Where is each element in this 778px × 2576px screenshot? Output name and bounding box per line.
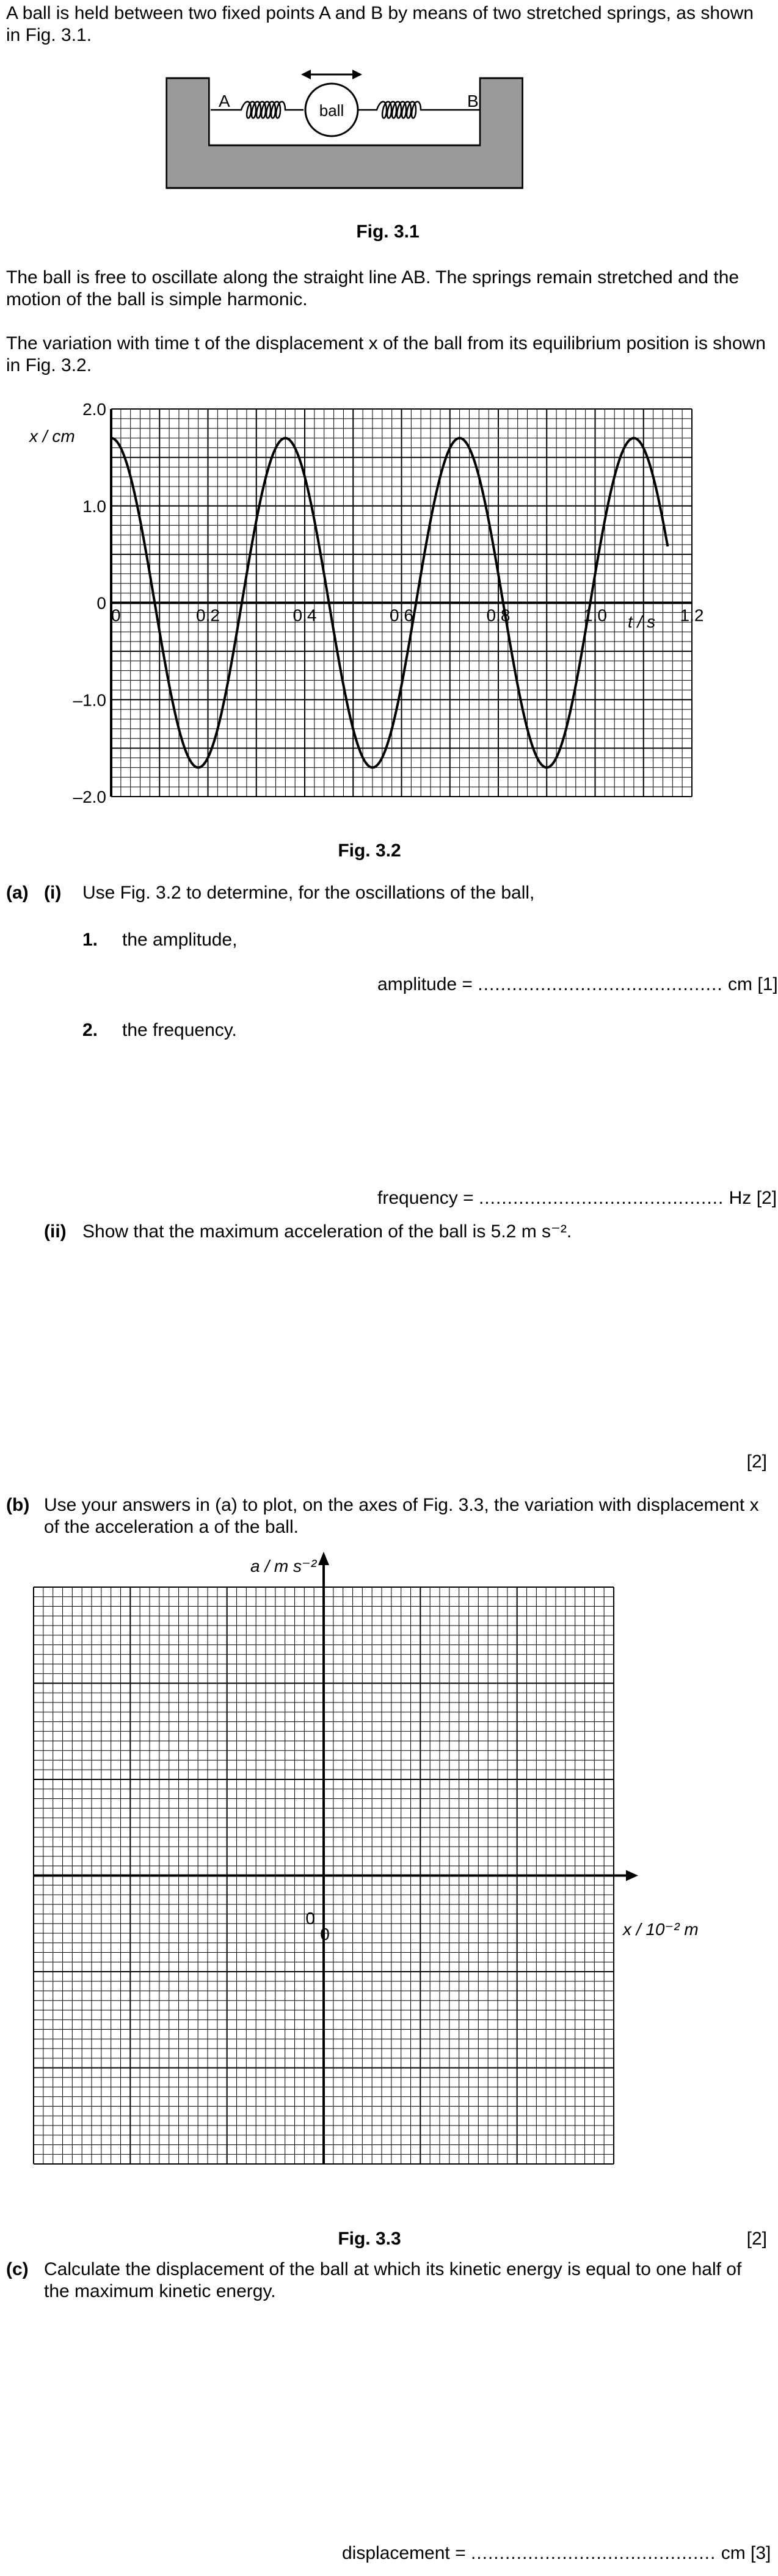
- amplitude-label: amplitude =: [377, 974, 478, 994]
- x-tick-label: 0: [111, 606, 121, 625]
- fig-3-3-caption: Fig. 3.3: [338, 2229, 401, 2249]
- displacement-answer-line[interactable]: [342, 2542, 771, 2564]
- question-a-i-text: Use Fig. 3.2 to determine, for the oscillations of the ball,: [82, 883, 535, 903]
- x-axis-label: t / s: [628, 612, 656, 631]
- frequency-dots: ...........................................: [478, 1188, 724, 1208]
- frequency-label: frequency =: [377, 1188, 479, 1208]
- ball-label: ball: [319, 101, 344, 120]
- question-c-label: (c): [6, 2259, 29, 2279]
- fig-3-2-chart: [0, 391, 776, 818]
- y-tick-label: 1.0: [82, 496, 106, 516]
- x-tick-label: 0.2: [196, 606, 220, 625]
- fig-3-2-caption: Fig. 3.2: [338, 841, 401, 861]
- question-b-text: Use your answers in (a) to plot, on the axes of Fig. 3.3, the variation with displacement x of the acceleration a of the ball.: [44, 1495, 759, 1537]
- arrow-up-icon: [318, 1552, 329, 1565]
- displacement-axis-label: x / 10⁻² m: [623, 1920, 699, 1939]
- item-1-number: 1.: [82, 930, 98, 950]
- question-b-label: (b): [6, 1495, 30, 1515]
- y-tick-label: –2.0: [73, 787, 106, 806]
- x-tick-label: 0.4: [293, 606, 317, 625]
- fig-3-1-caption: Fig. 3.1: [356, 222, 420, 242]
- x-tick-label: 0.8: [486, 606, 511, 625]
- y-axis-label: x / cm: [29, 427, 75, 446]
- y-tick-label: 2.0: [82, 400, 106, 419]
- item-2-text: the frequency.: [122, 1020, 237, 1040]
- frequency-unit: Hz: [724, 1188, 752, 1208]
- paragraph-2: The ball is free to oscillate along the straight line AB. The springs remain stretched and the motion of the ball is simple harmonic.: [6, 267, 740, 309]
- question-a-label: (a): [6, 883, 29, 903]
- question-a-i-label: (i): [44, 883, 62, 903]
- item-2-number: 2.: [82, 1020, 98, 1040]
- displacement-dots: ...........................................: [470, 2543, 716, 2563]
- label-b: B: [467, 92, 479, 110]
- displacement-unit: cm: [716, 2543, 746, 2563]
- question-c-text: Calculate the displacement of the ball at which its kinetic energy is equal to one half of the maximum kinetic energy.: [44, 2259, 742, 2301]
- intro-text: A ball is held between two fixed points A and B by means of two stretched springs, as shown in Fig. 3.1.: [6, 3, 754, 45]
- acceleration-axis-label: a / m s⁻²: [250, 1557, 317, 1576]
- amplitude-marks: [1]: [757, 974, 778, 994]
- question-b-marks: [2]: [746, 2229, 767, 2249]
- question-a-ii-label: (ii): [44, 1221, 67, 1242]
- label-a: A: [219, 92, 230, 110]
- question-a-ii-marks: [2]: [746, 1452, 767, 1472]
- amplitude-answer-line[interactable]: [377, 974, 778, 996]
- y-tick-label: 0: [96, 593, 106, 613]
- origin-label-x: 0: [320, 1925, 330, 1944]
- question-a-ii-text: Show that the maximum acceleration of the ball is 5.2 m s⁻².: [82, 1221, 572, 1242]
- displacement-label: displacement =: [342, 2543, 471, 2563]
- arrow-right-icon: [626, 1870, 638, 1881]
- amplitude-dots: ...........................................: [478, 974, 723, 994]
- item-1-text: the amplitude,: [122, 930, 238, 950]
- x-tick-label: 1.2: [680, 606, 704, 625]
- paragraph-3: The variation with time t of the displacement x of the ball from its equilibrium position is shown in Fig. 3.2.: [6, 333, 766, 375]
- frequency-answer-line[interactable]: [377, 1187, 777, 1209]
- x-tick-label: 0.6: [390, 606, 413, 625]
- amplitude-unit: cm: [722, 974, 753, 994]
- fig-3-3-axes[interactable]: [0, 1541, 776, 2213]
- double-arrow-icon: [301, 70, 362, 79]
- fig-3-1-diagram: [162, 61, 540, 195]
- x-tick-label: 1.0: [583, 606, 607, 625]
- question-c-marks: [3]: [751, 2543, 771, 2563]
- frequency-marks: [2]: [756, 1188, 777, 1208]
- origin-label-y: 0: [305, 1909, 315, 1928]
- y-tick-label: –1.0: [73, 690, 106, 710]
- right-spring: [358, 102, 481, 118]
